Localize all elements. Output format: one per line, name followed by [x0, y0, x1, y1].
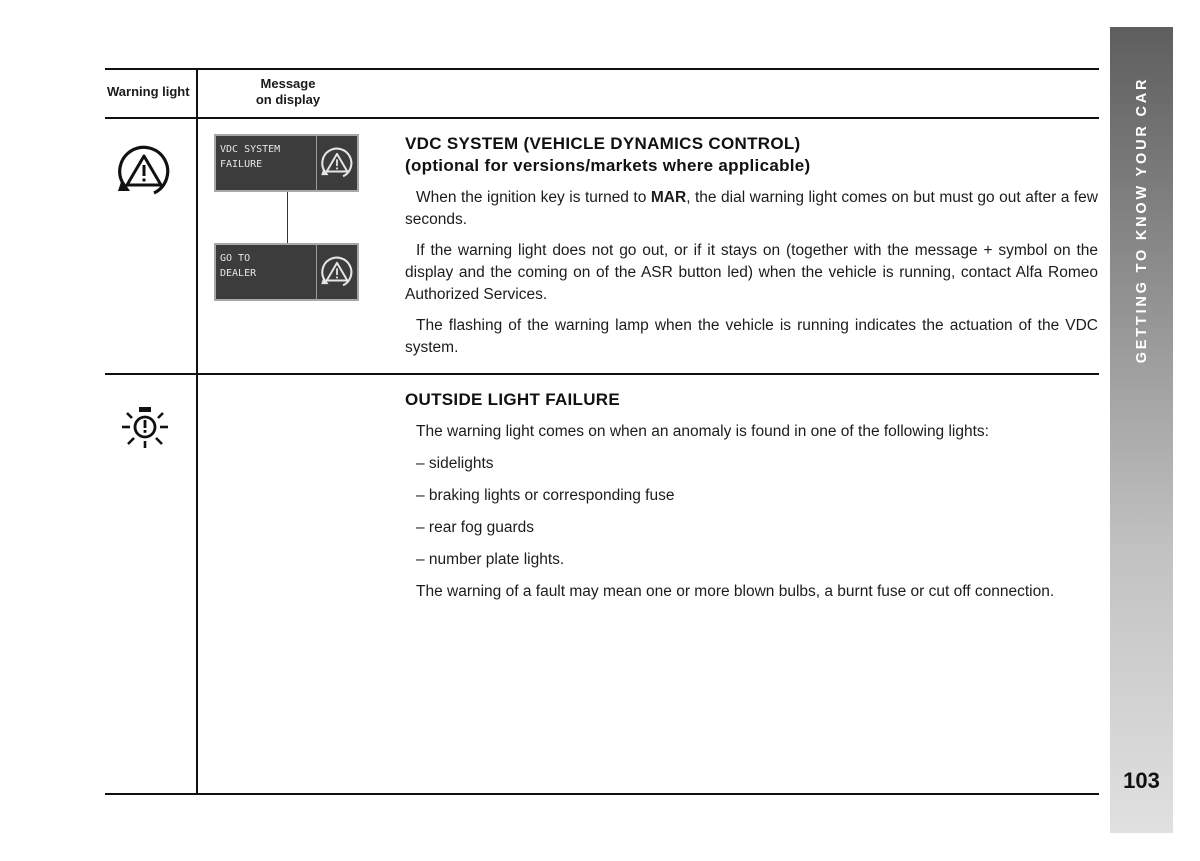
display-connector — [287, 192, 288, 244]
outside-outro: The warning of a fault may mean one or more blown bulbs, a burnt fuse or cut off connection. — [416, 583, 1055, 600]
display-divider — [316, 136, 317, 190]
page-number: 103 — [1123, 768, 1160, 793]
list-item: – braking lights or corresponding fuse — [416, 487, 675, 504]
vdc-warning-icon — [116, 143, 172, 204]
display-line2: DEALER — [220, 268, 257, 279]
header-message-line2: on display — [255, 92, 321, 107]
vdc-p1-text-end: , the dial warning light comes on but must go out after a few seconds. — [405, 189, 1098, 228]
table-bottom-rule — [105, 793, 1099, 795]
vdc-paragraph-2: If the warning light does not go out, or if it stays on (together with the message + symbol on the display and the coming on of the ASR button led) when the vehicle is running, contact Alfa Romeo Authorized Services. — [405, 242, 1098, 303]
outside-light-failure-icon — [120, 402, 170, 457]
vdc-title-line2: (optional for versions/markets where applicable) — [405, 156, 811, 175]
header-message-on-display — [226, 76, 350, 108]
vdc-p1-text: When the ignition key is turned to — [416, 189, 651, 206]
header-bottom-rule — [105, 117, 1099, 119]
vdc-warning-icon — [320, 255, 354, 294]
list-item: – sidelights — [416, 455, 494, 472]
list-item: – rear fog guards — [416, 519, 535, 536]
display-line1: GO TO — [220, 253, 251, 264]
vdc-title — [405, 133, 811, 177]
table-top-rule — [105, 68, 1099, 70]
header-message-line1: Message — [260, 76, 316, 91]
row-divider — [105, 373, 1099, 375]
vdc-paragraph-1 — [405, 187, 1098, 231]
list-item: – number plate lights. — [416, 551, 565, 568]
vdc-warning-icon — [320, 146, 354, 185]
header-warning-light: Warning light — [107, 84, 190, 99]
column-divider — [196, 68, 198, 795]
display-divider — [316, 245, 317, 299]
display-text — [220, 142, 280, 172]
display-line2: FAILURE — [220, 159, 263, 170]
vdc-title-line1: VDC SYSTEM (VEHICLE DYNAMICS CONTROL) — [405, 134, 801, 153]
outside-intro: The warning light comes on when an anomaly is found in one of the following lights: — [416, 423, 989, 440]
chapter-title: GETTING TO KNOW YOUR CAR — [1134, 76, 1150, 364]
display-go-to-dealer — [214, 243, 359, 301]
display-text — [220, 251, 256, 281]
display-vdc-system-failure — [214, 134, 359, 192]
display-line1: VDC SYSTEM — [220, 144, 281, 155]
vdc-p1-bold: MAR — [650, 189, 687, 206]
vdc-paragraph-3: The flashing of the warning lamp when the vehicle is running indicates the actuation of the VDC system. — [405, 317, 1098, 356]
outside-light-title: OUTSIDE LIGHT FAILURE — [405, 390, 621, 409]
